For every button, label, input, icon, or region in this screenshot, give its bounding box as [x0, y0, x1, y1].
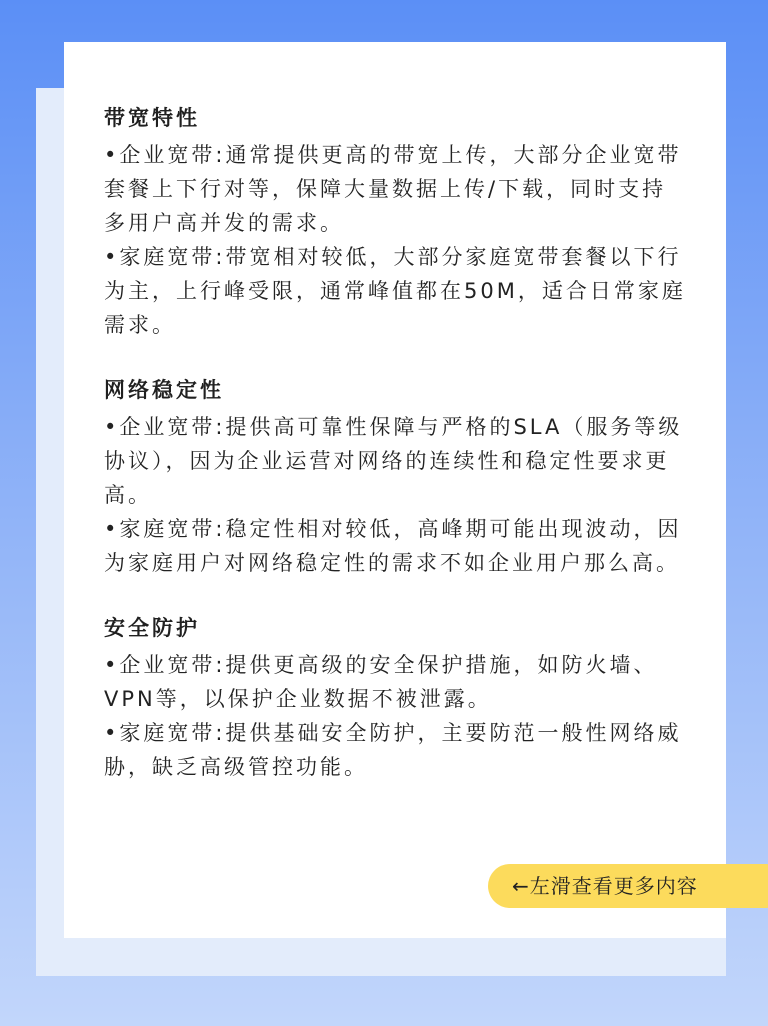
section-heading: 网络稳定性 [104, 378, 224, 402]
paragraph-home: •家庭宽带:提供基础安全防护，主要防范一般性网络威胁，缺乏高级管控功能。 [104, 721, 682, 779]
section-bandwidth [104, 104, 686, 342]
section-heading: 带宽特性 [104, 106, 200, 130]
swipe-hint-button[interactable]: ←左滑查看更多内容 [488, 864, 768, 908]
section-heading: 安全防护 [104, 616, 200, 640]
paragraph-enterprise: •企业宽带:提供高可靠性保障与严格的SLA（服务等级协议），因为企业运营对网络的连续性和稳定性要求更高。 [104, 415, 683, 507]
paragraph-home: •家庭宽带:带宽相对较低，大部分家庭宽带套餐以下行为主，上行峰受限，通常峰值都在50M，适合日常家庭需求。 [104, 245, 686, 337]
section-stability [104, 376, 686, 580]
paragraph-enterprise: •企业宽带:提供更高级的安全保护措施，如防火墙、VPN等，以保护企业数据不被泄露。 [104, 653, 658, 711]
paragraph-enterprise: •企业宽带:通常提供更高的带宽上传，大部分企业宽带套餐上下行对等，保障大量数据上传/下载，同时支持多用户高并发的需求。 [104, 143, 682, 235]
section-security [104, 614, 686, 784]
content-card [64, 42, 726, 938]
paragraph-home: •家庭宽带:稳定性相对较低，高峰期可能出现波动，因为家庭用户对网络稳定性的需求不如企业用户那么高。 [104, 517, 682, 575]
